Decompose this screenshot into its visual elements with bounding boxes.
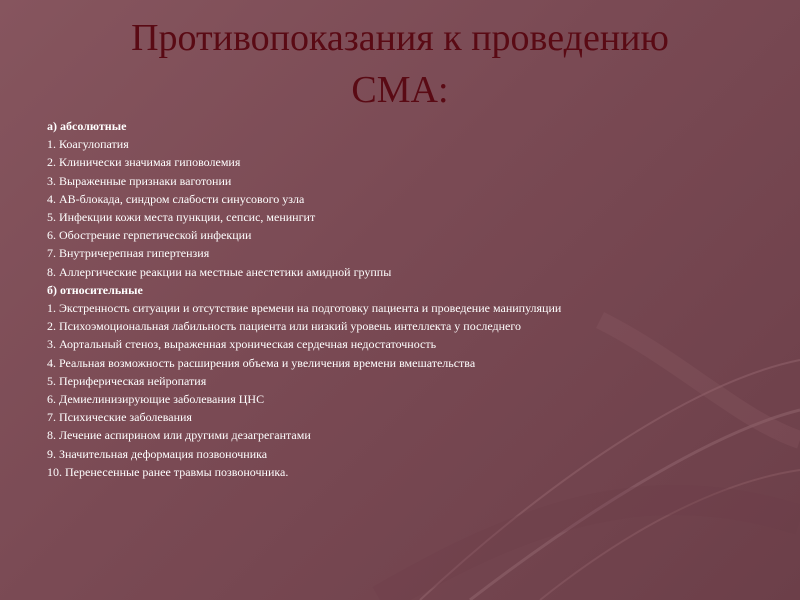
slide-title-line-1: Противопоказания к проведению	[131, 17, 669, 59]
list-item: 1. Экстренность ситуации и отсутствие времени на подготовку пациента и проведение манипуляции	[47, 301, 562, 316]
list-item: 3. Выраженные признаки ваготонии	[47, 173, 232, 188]
slide-content	[47, 117, 747, 481]
list-item: 6. Демиелинизирующие заболевания ЦНС	[47, 392, 265, 407]
list-item: 5. Периферическая нейропатия	[47, 373, 207, 388]
list-item: 8. Лечение аспирином или другими дезагрегантами	[47, 428, 311, 443]
list-item: 3. Аортальный стеноз, выраженная хроническая сердечная недостаточность	[47, 337, 437, 352]
list-item: 4. Реальная возможность расширения объема и увеличения времени вмешательства	[47, 355, 476, 370]
list-item: 10. Перенесенные ранее травмы позвоночника.	[47, 464, 289, 479]
list-item: 8. Аллергические реакции на местные анестетики амидной группы	[47, 264, 392, 279]
list-item: 5. Инфекции кожи места пункции, сепсис, менингит	[47, 210, 316, 225]
list-item: 2. Клинически значимая гиповолемия	[47, 155, 241, 170]
list-item: 2. Психоэмоциональная лабильность пациента или низкий уровень интеллекта у последнего	[47, 319, 521, 334]
list-item: 6. Обострение герпетической инфекции	[47, 228, 252, 243]
list-item: 9. Значительная деформация позвоночника	[47, 446, 268, 461]
list-item: 1. Коагулопатия	[47, 137, 129, 152]
slide-title	[40, 12, 760, 116]
list-item: 7. Внутричерепная гипертензия	[47, 246, 210, 261]
list-item: 4. АВ-блокада, синдром слабости синусового узла	[47, 191, 305, 206]
section-a-heading: а) абсолютные	[47, 119, 127, 133]
list-item: 7. Психические заболевания	[47, 410, 192, 425]
section-b-heading: б) относительные	[47, 282, 143, 297]
slide-title-line-2: СМА:	[351, 69, 449, 111]
